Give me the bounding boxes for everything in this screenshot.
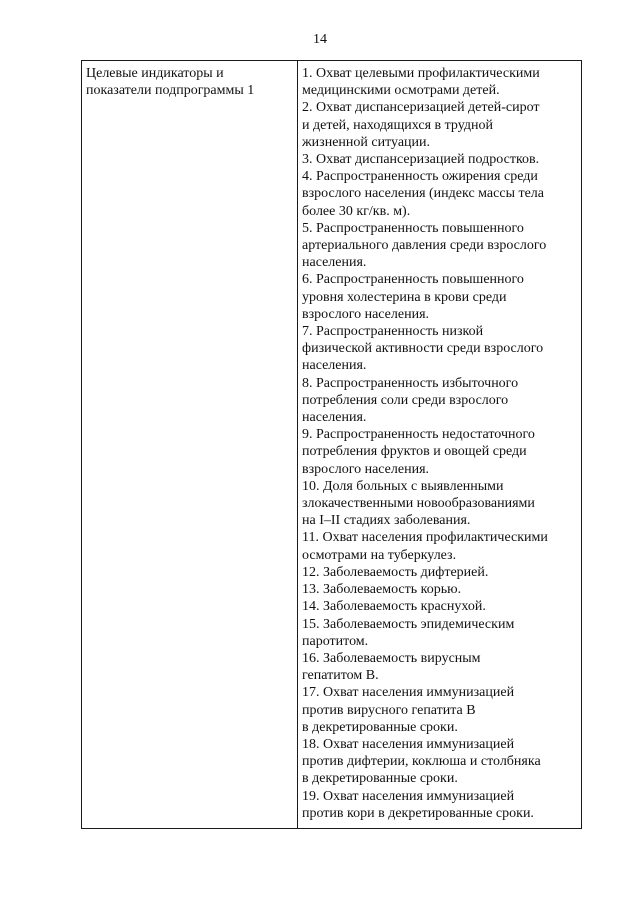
indicator-line: взрослого населения. [302, 461, 430, 477]
indicator-line: 6. Распространенность повышенного [302, 272, 524, 288]
indicators-label-cell [82, 61, 298, 829]
indicator-line: 16. Заболеваемость вирусным [302, 650, 481, 666]
indicator-line: взрослого населения. [302, 306, 430, 322]
indicator-item [302, 564, 577, 581]
indicator-item [302, 271, 577, 323]
indicator-item [302, 426, 577, 478]
indicator-line: 11. Охват населения профилактическими [302, 530, 548, 546]
indicator-line: 12. Заболеваемость дифтерией. [302, 564, 489, 580]
indicator-item [302, 736, 577, 788]
indicator-item [302, 529, 577, 563]
indicator-item [302, 650, 577, 684]
indicator-item [302, 99, 577, 151]
indicator-item [302, 478, 577, 530]
indicators-table [81, 60, 582, 829]
indicator-item [302, 151, 577, 168]
indicator-line: населения. [302, 358, 367, 374]
indicator-line: 19. Охват населения иммунизацией [302, 788, 515, 804]
indicator-line: жизненной ситуации. [302, 134, 431, 150]
indicator-line: населения. [302, 410, 367, 426]
indicator-line: 5. Распространенность повышенного [302, 220, 524, 236]
indicator-item [302, 323, 577, 375]
label-line: Целевые индикаторы и [86, 66, 224, 81]
indicator-line: 8. Распространенность избыточного [302, 375, 519, 391]
indicator-line: потребления фруктов и овощей среди [302, 444, 527, 460]
indicator-line: против кори в декретированные сроки. [302, 805, 534, 821]
indicator-item [302, 616, 577, 650]
indicator-line: на I–II стадиях заболевания. [302, 513, 471, 529]
indicator-line: в декретированные сроки. [302, 771, 458, 787]
page-number: 14 [313, 32, 327, 47]
indicator-line: населения. [302, 255, 367, 271]
indicator-line: гепатитом В. [302, 668, 379, 684]
indicator-line: в декретированные сроки. [302, 719, 458, 735]
indicator-item [302, 581, 577, 598]
indicator-line: физической активности среди взрослого [302, 341, 544, 357]
indicator-line: против вирусного гепатита В [302, 702, 476, 718]
indicator-line: потребления соли среди взрослого [302, 392, 509, 408]
indicator-item [302, 598, 577, 615]
indicator-line: 10. Доля больных с выявленными [302, 478, 504, 494]
table-row [82, 61, 582, 829]
indicator-line: 4. Распространенность ожирения среди [302, 169, 538, 185]
label-line: показатели подпрограммы 1 [86, 83, 255, 99]
indicator-line: уровня холестерина в крови среди [302, 289, 507, 305]
indicator-line: 1. Охват целевыми профилактическими [302, 66, 540, 81]
indicator-line: 18. Охват населения иммунизацией [302, 736, 515, 752]
indicator-item [302, 788, 577, 822]
indicator-line: 9. Распространенность недостаточного [302, 427, 535, 443]
indicator-item [302, 220, 577, 272]
indicator-line: против дифтерии, коклюша и столбняка [302, 754, 541, 770]
indicator-item [302, 375, 577, 427]
indicator-line: артериального давления среди взрослого [302, 238, 547, 254]
indicator-line: 13. Заболеваемость корью. [302, 582, 462, 598]
indicator-item [302, 684, 577, 736]
indicator-item [302, 65, 577, 99]
indicator-line: медицинскими осмотрами детей. [302, 83, 500, 99]
indicator-line: и детей, находящихся в трудной [302, 117, 493, 133]
indicator-line: 2. Охват диспансеризацией детей-сирот [302, 100, 540, 116]
indicators-list-cell [298, 61, 582, 829]
indicator-line: злокачественными новообразованиями [302, 496, 535, 512]
indicator-line: 7. Распространенность низкой [302, 324, 484, 340]
indicator-line: 3. Охват диспансеризацией подростков. [302, 152, 540, 168]
indicator-line: паротитом. [302, 633, 369, 649]
indicator-line: 15. Заболеваемость эпидемическим [302, 616, 515, 632]
indicator-line: 14. Заболеваемость краснухой. [302, 599, 486, 615]
indicator-item [302, 168, 577, 220]
indicator-line: более 30 кг/кв. м). [302, 203, 411, 219]
indicator-line: 17. Охват населения иммунизацией [302, 685, 515, 701]
indicator-line: взрослого населения (индекс массы тела [302, 186, 545, 202]
indicator-line: осмотрами на туберкулез. [302, 547, 457, 563]
